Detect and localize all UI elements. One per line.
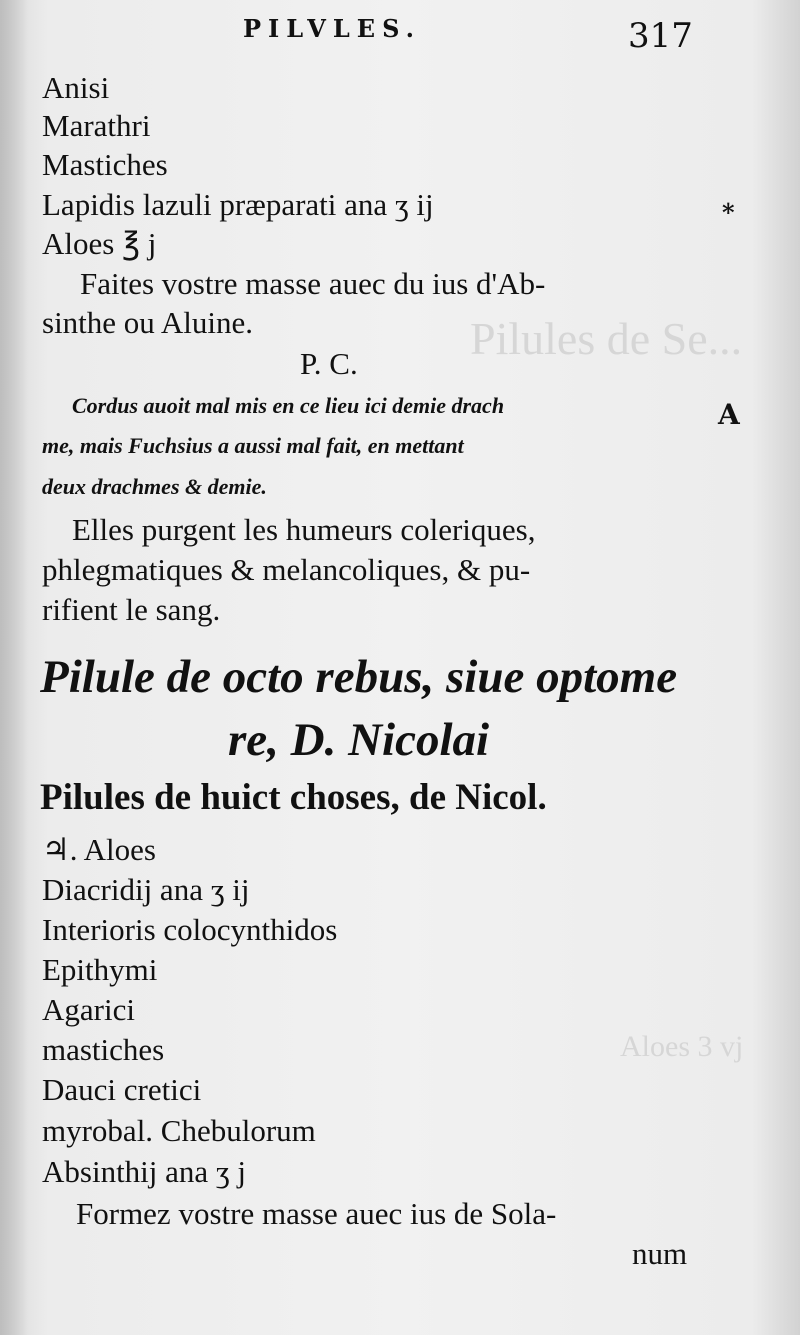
instruction-line: sinthe ou Aluine. xyxy=(42,305,253,340)
margin-asterisk: * xyxy=(722,198,735,227)
effect-line: rifient le sang. xyxy=(42,592,221,627)
ingredient-line: Diacridij ana ʒ ij xyxy=(42,872,250,907)
page-number: 317 xyxy=(628,16,693,56)
recipe-title-french: Pilules de huict choses, de Nicol. xyxy=(40,777,547,818)
recipe-title-latin: re, D. Nicolai xyxy=(228,714,490,766)
ingredient-line: mastiches xyxy=(42,1032,165,1067)
effect-line: phlegmatiques & melancoliques, & pu- xyxy=(42,552,531,587)
catchword: num xyxy=(632,1236,688,1271)
ingredient-line: Aloes ℥ j xyxy=(42,226,157,261)
instruction-line: Faites vostre masse auec du ius d'Ab- xyxy=(80,266,546,301)
bleed-through-text-1: Pilules de Se... xyxy=(470,313,743,364)
note-heading: P. C. xyxy=(300,346,358,381)
effect-line: Elles purgent les humeurs coleriques, xyxy=(72,512,536,547)
ingredient-line: Anisi xyxy=(42,70,110,105)
page-fold-shadow xyxy=(0,0,28,1335)
margin-letter-a: A xyxy=(718,398,740,431)
recipe-title-latin: Pilule de octo rebus, siue optome xyxy=(40,651,678,703)
ingredient-line: Agarici xyxy=(42,992,135,1027)
ingredient-line: Dauci cretici xyxy=(42,1072,202,1107)
ingredient-line: myrobal. Chebulorum xyxy=(42,1113,316,1148)
ingredient-line: Lapidis lazuli præparati ana ʒ ij xyxy=(42,187,434,222)
ingredient-line: Mastiches xyxy=(42,147,168,182)
note-line: me, mais Fuchsius a aussi mal fait, en mettant xyxy=(42,433,464,458)
instruction-line: Formez vostre masse auec ius de Sola- xyxy=(76,1196,557,1231)
bleed-through-text-2: Aloes 3 vj xyxy=(620,1030,744,1063)
ingredient-line: ♃. Aloes xyxy=(42,832,156,867)
note-line: Cordus auoit mal mis en ce lieu ici demie drach xyxy=(72,393,505,418)
ingredient-line: Marathri xyxy=(42,108,151,143)
note-line: deux drachmes & demie. xyxy=(42,474,267,499)
ingredient-line: Interioris colocynthidos xyxy=(42,912,338,947)
running-head: PILVLES. xyxy=(243,14,421,43)
ingredient-line: Epithymi xyxy=(42,952,158,987)
ingredient-line: Absinthij ana ʒ j xyxy=(42,1154,247,1189)
